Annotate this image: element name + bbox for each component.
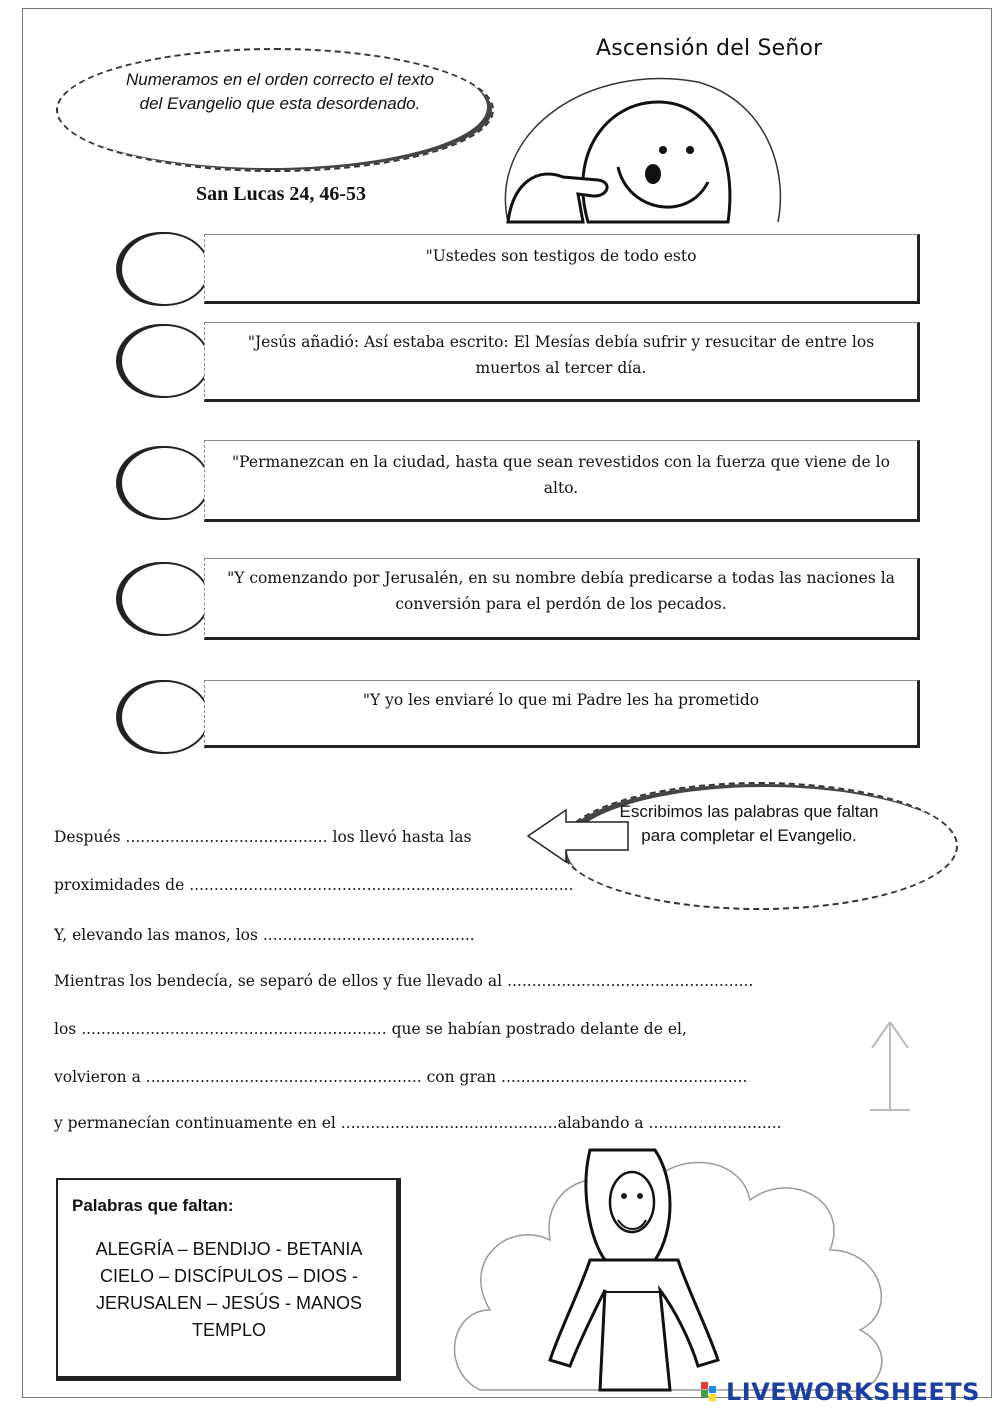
- arrow-left-icon: [526, 808, 630, 864]
- word-bank-words: [66, 1236, 392, 1344]
- liveworksheets-logo: [700, 1378, 980, 1406]
- arrow-up-icon: [868, 1018, 912, 1114]
- word-bank-line: ALEGRÍA – BENDIJO - BETANIA: [95, 1239, 363, 1259]
- ordering-item-text: "Y yo les enviaré lo que mi Padre les ha prometido: [362, 691, 760, 709]
- ordering-item-3: [204, 440, 920, 522]
- fill-line-6: [54, 1068, 747, 1086]
- fill-line-5: [54, 1020, 687, 1038]
- ordering-instruction: Numeramos en el orden correcto el texto del Evangelio que esta desordenado.: [125, 70, 435, 113]
- ordering-item-4: [204, 558, 920, 640]
- fill-line-2: [54, 876, 574, 894]
- word-bank-line: TEMPLO: [191, 1320, 266, 1340]
- blank-field[interactable]: ..............................................................................: [189, 876, 574, 894]
- blank-field[interactable]: ..................................................: [501, 1068, 748, 1086]
- order-answer-circle-3[interactable]: [120, 446, 210, 520]
- fill-line-1: [54, 828, 472, 846]
- blank-field[interactable]: ............................................: [340, 1114, 558, 1132]
- fill-in-instruction: Escribimos las palabras que faltan para completar el Evangelio.: [619, 802, 879, 845]
- fill-text: que se habían postrado delante de el,: [391, 1020, 687, 1038]
- fill-text: con gran: [426, 1068, 497, 1086]
- gospel-reference: San Lucas 24, 46-53: [196, 183, 367, 205]
- order-answer-circle-1[interactable]: [120, 232, 210, 306]
- blank-field[interactable]: ...........................................: [262, 926, 475, 944]
- liveworksheets-icon: [700, 1380, 722, 1404]
- fill-text: alabando a: [557, 1114, 644, 1132]
- brand-name: LIVEWORKSHEETS: [726, 1378, 980, 1406]
- blank-field[interactable]: ..................................................: [507, 972, 754, 990]
- fill-text: volvieron a: [54, 1068, 141, 1086]
- fill-text: Mientras los bendecía, se separó de ellos y fue llevado al: [54, 972, 503, 990]
- blank-field[interactable]: ........................................................: [145, 1068, 422, 1086]
- ordering-item-text: "Permanezcan en la ciudad, hasta que sean revestidos con la fuerza que viene de lo alto.: [232, 453, 890, 497]
- word-bank-title: Palabras que faltan:: [72, 1196, 234, 1215]
- ordering-item-2: [204, 322, 920, 402]
- ordering-item-1: [204, 234, 920, 304]
- ordering-item-text: "Ustedes son testigos de todo esto: [425, 247, 697, 265]
- fill-text: Después: [54, 828, 121, 846]
- order-answer-circle-5[interactable]: [120, 680, 210, 754]
- fill-line-3: [54, 926, 475, 944]
- blank-field[interactable]: ...........................: [648, 1114, 782, 1132]
- jesus-pointing-illustration: [468, 72, 798, 232]
- ordering-item-text: "Jesús añadió: Así estaba escrito: El Mesías debía sufrir y resucitar de entre los muertos al tercer día.: [247, 333, 875, 377]
- ordering-item-5: [204, 680, 920, 748]
- fill-text: Y, elevando las manos, los: [54, 926, 258, 944]
- word-bank-line: JERUSALEN – JESÚS - MANOS: [95, 1293, 363, 1313]
- fill-text: proximidades de: [54, 876, 185, 894]
- order-answer-circle-4[interactable]: [120, 562, 210, 636]
- jesus-ascension-illustration: [440, 1140, 910, 1402]
- blank-field[interactable]: ..............................................................: [81, 1020, 387, 1038]
- ordering-item-text: "Y comenzando por Jerusalén, en su nombre debía predicarse a todas las naciones la conversión para el perdón de los pecados.: [227, 569, 895, 613]
- page-title: Ascensión del Señor: [596, 36, 823, 61]
- fill-text: los llevó hasta las: [332, 828, 472, 846]
- fill-text: y permanecían continuamente en el: [54, 1114, 336, 1132]
- fill-line-4: [54, 972, 753, 990]
- word-bank-line: CIELO – DISCÍPULOS – DIOS -: [99, 1266, 359, 1286]
- fill-line-7: [54, 1114, 782, 1132]
- order-answer-circle-2[interactable]: [120, 324, 210, 398]
- fill-text: los: [54, 1020, 77, 1038]
- blank-field[interactable]: .........................................: [125, 828, 328, 846]
